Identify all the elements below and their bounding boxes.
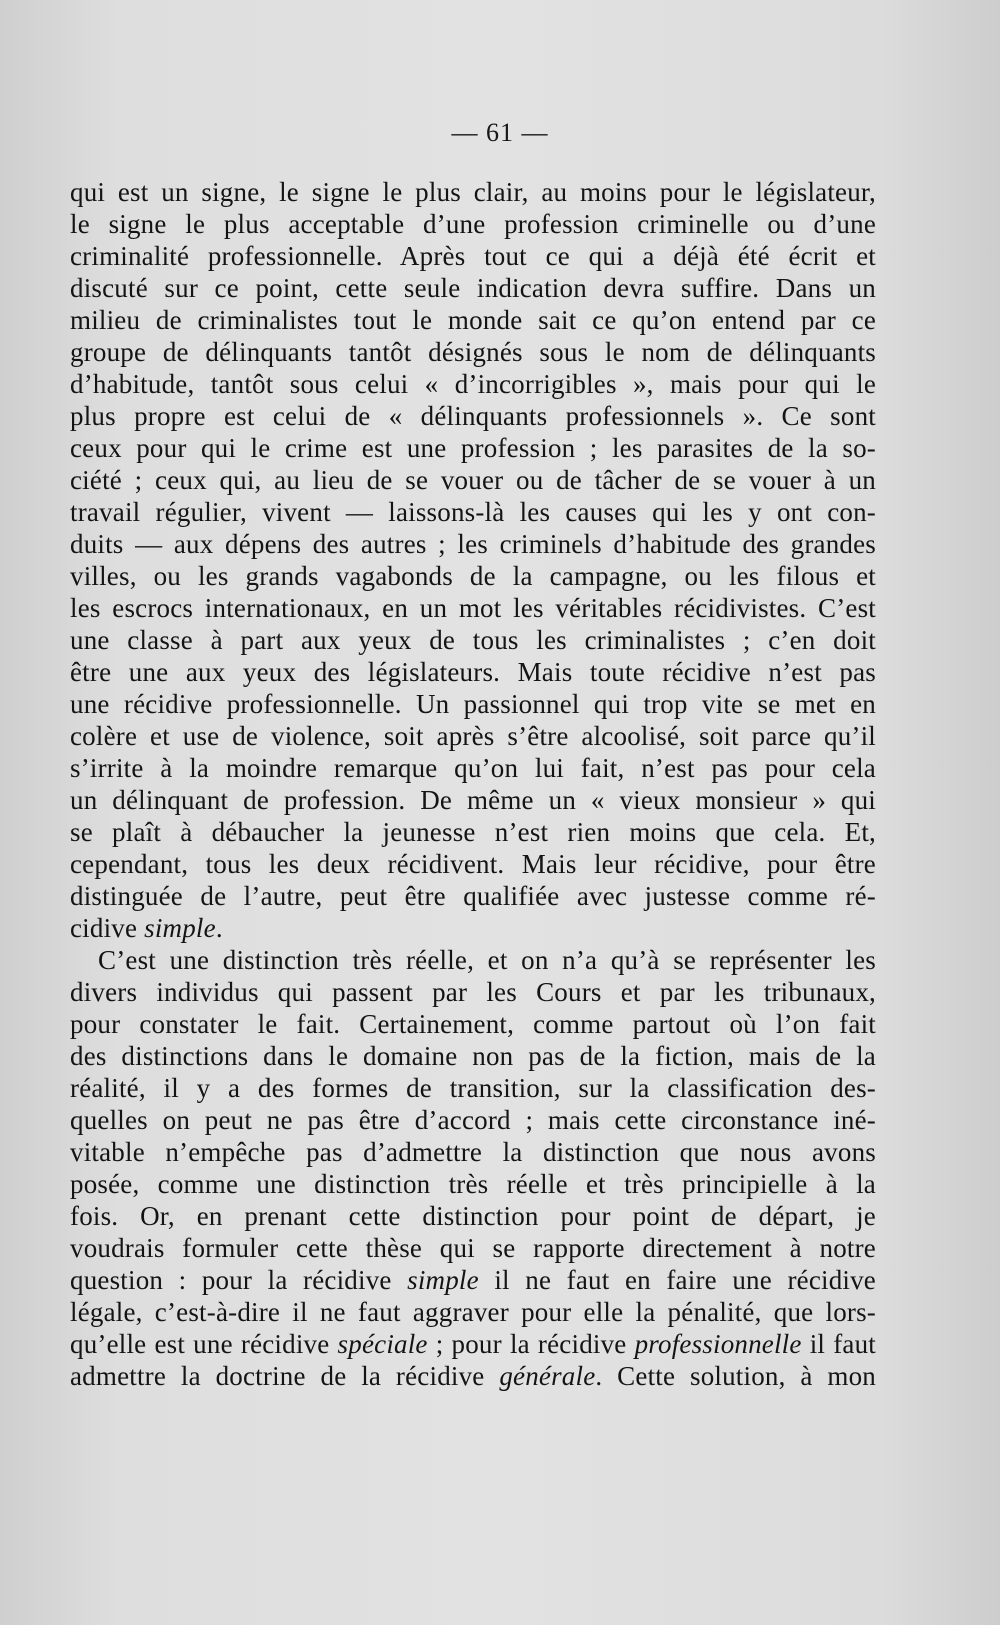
text-line: villes, ou les grands vagabonds de la campagne, ou les filous et	[70, 561, 876, 591]
text-line: s’irrite à la moindre remarque qu’on lui fait, n’est pas pour cela	[70, 753, 876, 783]
text-segment: cidive	[70, 913, 145, 943]
text-line: d’habitude, tantôt sous celui « d’incorrigibles », mais pour qui le	[70, 369, 876, 399]
text-line: cependant, tous les deux récidivent. Mais leur récidive, pour être	[70, 849, 876, 879]
text-line: des distinctions dans le domaine non pas de la fiction, mais de la	[70, 1041, 876, 1071]
text-line: criminalité professionnelle. Après tout ce qui a déjà été écrit et	[70, 241, 876, 271]
text-line: légale, c’est-à-dire il ne faut aggraver pour elle la pénalité, que lors-	[70, 1297, 876, 1327]
text-line: milieu de criminalistes tout le monde sait ce qu’on entend par ce	[70, 305, 876, 335]
text-line-mixed	[70, 1328, 876, 1360]
text-segment: qu’elle est une récidive	[70, 1329, 338, 1359]
text-line: fois. Or, en prenant cette distinction pour point de départ, je	[70, 1201, 876, 1231]
text-line: les escrocs internationaux, en un mot les véritables récidivistes. C’est	[70, 593, 876, 623]
text-line: colère et use de violence, soit après s’être alcoolisé, soit parce qu’il	[70, 721, 876, 751]
paragraph-2	[70, 944, 876, 1392]
text-line: réalité, il y a des formes de transition, sur la classification des-	[70, 1073, 876, 1103]
text-line: divers individus qui passent par les Cours et par les tribunaux,	[70, 977, 876, 1007]
text-line: C’est une distinction très réelle, et on n’a qu’à se représenter les	[98, 945, 876, 975]
text-line: une récidive professionnelle. Un passionnel qui trop vite se met en	[70, 689, 876, 719]
body-text	[70, 176, 876, 1392]
italic-term: simple	[144, 913, 216, 943]
text-line: distinguée de l’autre, peut être qualifiée avec justesse comme ré-	[70, 881, 876, 911]
text-segment: ; pour la récidive	[427, 1329, 635, 1359]
paragraph-1	[70, 176, 876, 944]
text-line: voudrais formuler cette thèse qui se rapporte directement à notre	[70, 1233, 876, 1263]
text-line: un délinquant de profession. De même un « vieux monsieur » qui	[70, 785, 876, 815]
text-line: se plaît à débaucher la jeunesse n’est rien moins que cela. Et,	[70, 817, 876, 847]
page-number: — 61 —	[451, 118, 549, 147]
text-line: duits — aux dépens des autres ; les criminels d’habitude des grandes	[70, 529, 876, 559]
text-line: discuté sur ce point, cette seule indication devra suffire. Dans un	[70, 273, 876, 303]
text-line-mixed	[70, 1264, 876, 1296]
text-line: le signe le plus acceptable d’une profession criminelle ou d’une	[70, 209, 876, 239]
text-line: ciété ; ceux qui, au lieu de se vouer ou de tâcher de se vouer à un	[70, 465, 876, 495]
text-line-mixed	[70, 1360, 876, 1392]
text-line: posée, comme une distinction très réelle et très principielle à la	[70, 1169, 876, 1199]
text-line: plus propre est celui de « délinquants professionnels ». Ce sont	[70, 401, 876, 431]
text-line: travail régulier, vivent — laissons-là les causes qui les y ont con-	[70, 497, 876, 527]
text-line-last	[70, 912, 876, 944]
text-line: qui est un signe, le signe le plus clair, au moins pour le législateur,	[70, 177, 876, 207]
text-segment: admettre la doctrine de la récidive	[70, 1361, 500, 1391]
text-line: une classe à part aux yeux de tous les criminalistes ; c’en doit	[70, 625, 876, 655]
text-line: être une aux yeux des législateurs. Mais toute récidive n’est pas	[70, 657, 876, 687]
text-line: vitable n’empêche pas d’admettre la distinction que nous avons	[70, 1137, 876, 1167]
text-line: pour constater le fait. Certainement, comme partout où l’on fait	[70, 1009, 876, 1039]
text-line: groupe de délinquants tantôt désignés sous le nom de délinquants	[70, 337, 876, 367]
italic-term: simple	[407, 1265, 479, 1295]
text-segment: question : pour la récidive	[70, 1265, 408, 1295]
text-line: quelles on peut ne pas être d’accord ; mais cette circonstance iné-	[70, 1105, 876, 1135]
italic-term: générale	[499, 1361, 596, 1391]
italic-term: spéciale	[337, 1329, 428, 1359]
text-segment: .	[215, 913, 223, 943]
italic-term: professionnelle	[634, 1329, 802, 1359]
text-line: ceux pour qui le crime est une profession ; les parasites de la so-	[70, 433, 876, 463]
text-segment: . Cette solution, à mon	[595, 1361, 877, 1391]
text-segment: il faut	[801, 1329, 876, 1359]
text-segment: il ne faut en faire une récidive	[478, 1265, 876, 1295]
